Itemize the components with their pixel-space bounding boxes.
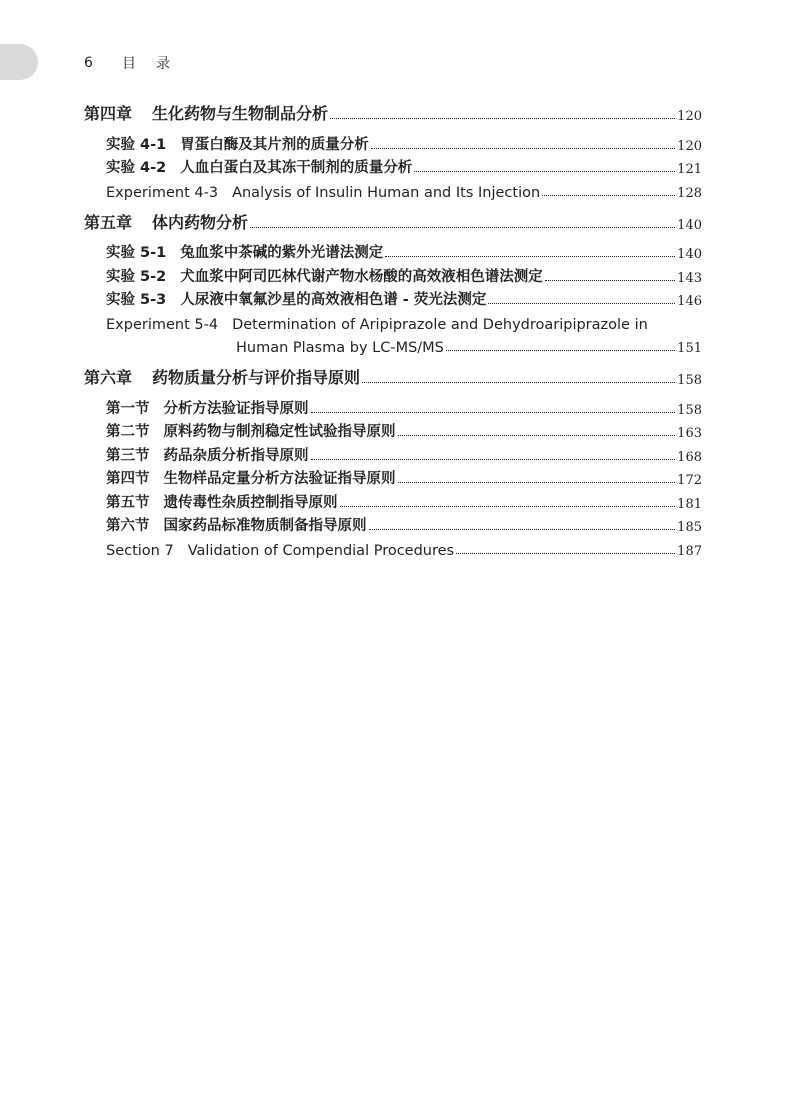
chapter-4 <box>84 98 702 201</box>
page-ref: 158 <box>677 402 702 418</box>
dot-leader <box>488 303 675 304</box>
dot-leader <box>398 435 676 436</box>
toc-entry[interactable] <box>84 488 702 512</box>
entry-code: Experiment 5-4 <box>106 316 219 333</box>
page-ref: 120 <box>677 138 702 154</box>
dot-leader <box>542 195 675 196</box>
dot-leader <box>250 227 675 228</box>
entry-title: Analysis of Insulin Human and Its Injection <box>232 184 541 201</box>
page-ref: 120 <box>677 109 702 124</box>
dot-leader <box>446 350 675 351</box>
page-number: 6 <box>84 55 93 71</box>
entry-title: 分析方法验证指导原则 <box>163 400 309 417</box>
toc-entry[interactable] <box>84 441 702 465</box>
dot-leader <box>369 529 676 530</box>
chapter-title: 生化药物与生物制品分析 <box>152 104 329 123</box>
dot-leader <box>456 553 675 554</box>
page-edge-tab <box>0 44 38 80</box>
entry-title: 人尿液中氧氟沙星的高效液相色谱 - 荧光法测定 <box>180 292 487 308</box>
toc-entry[interactable] <box>84 130 702 154</box>
page-ref: 140 <box>677 217 702 233</box>
dot-leader <box>311 412 676 413</box>
dot-leader <box>340 506 676 507</box>
entry-code: 实验 5-3 <box>106 292 167 308</box>
chapter-code: 第四章 <box>84 104 133 123</box>
page-ref: 168 <box>677 449 702 465</box>
dot-leader <box>385 256 675 257</box>
toc-entry[interactable] <box>84 177 702 201</box>
entry-title: 胃蛋白酶及其片剂的质量分析 <box>180 136 369 153</box>
table-of-contents <box>84 98 702 565</box>
entry-title: 遗传毒性杂质控制指导原则 <box>163 494 338 511</box>
chapter-entry[interactable] <box>84 207 702 233</box>
toc-entry[interactable] <box>84 154 702 178</box>
toc-entry[interactable] <box>84 465 702 489</box>
toc-entry[interactable] <box>84 286 702 310</box>
page-ref: 121 <box>677 162 702 177</box>
entry-title: 生物样品定量分析方法验证指导原则 <box>163 471 396 487</box>
dot-leader <box>362 382 675 383</box>
toc-entry[interactable] <box>84 239 702 263</box>
entry-title: 人血白蛋白及其冻干制剂的质量分析 <box>180 160 413 176</box>
page-ref: 128 <box>677 185 702 201</box>
entry-code: 实验 4-2 <box>106 160 167 176</box>
dot-leader <box>371 148 675 149</box>
entry-code: 实验 4-1 <box>106 136 167 153</box>
entry-code: 实验 5-1 <box>106 245 167 261</box>
entry-code: 实验 5-2 <box>106 268 167 285</box>
entry-code: 第四节 <box>106 471 150 487</box>
entry-title: 药品杂质分析指导原则 <box>163 447 309 464</box>
entry-code: 第三节 <box>106 447 150 464</box>
chapter-6 <box>84 362 702 559</box>
entry-title: 兔血浆中茶碱的紫外光谱法测定 <box>180 245 384 261</box>
page-ref: 172 <box>677 473 702 488</box>
page-ref: 181 <box>677 496 702 512</box>
header-title: 目录 <box>122 56 190 72</box>
entry-code: 第二节 <box>106 424 150 440</box>
page-ref: 146 <box>677 294 702 309</box>
page-ref: 151 <box>677 341 702 356</box>
toc-entry[interactable] <box>84 512 702 536</box>
toc-entry[interactable] <box>84 394 702 418</box>
chapter-entry[interactable] <box>84 362 702 388</box>
entry-title: 原料药物与制剂稳定性试验指导原则 <box>163 424 396 440</box>
entry-title-line1: Determination of Aripiprazole and Dehydroaripiprazole in <box>232 316 648 333</box>
page-ref: 143 <box>677 270 702 286</box>
dot-leader <box>545 280 675 281</box>
entry-code: 第六节 <box>106 518 150 534</box>
chapter-title: 药物质量分析与评价指导原则 <box>152 368 361 387</box>
dot-leader <box>398 482 676 483</box>
page-ref: 185 <box>677 520 702 535</box>
page-ref: 158 <box>677 373 702 388</box>
chapter-entry[interactable] <box>84 98 702 124</box>
entry-title: Validation of Compendial Procedures <box>187 542 455 559</box>
toc-entry[interactable] <box>84 535 702 559</box>
page-ref: 187 <box>677 543 702 559</box>
entry-code: 第五节 <box>106 494 150 511</box>
chapter-title: 体内药物分析 <box>152 212 249 232</box>
chapter-5 <box>84 207 702 357</box>
entry-code: 第一节 <box>106 400 150 417</box>
toc-entry[interactable] <box>84 309 702 356</box>
page-ref: 163 <box>677 426 702 441</box>
chapter-code: 第六章 <box>84 368 133 387</box>
page-ref: 140 <box>677 247 702 262</box>
entry-code: Experiment 4-3 <box>106 184 219 201</box>
running-header <box>84 53 190 73</box>
entry-title: 犬血浆中阿司匹林代谢产物水杨酸的高效液相色谱法测定 <box>180 268 543 285</box>
chapter-code: 第五章 <box>84 212 133 232</box>
entry-title: 国家药品标准物质制备指导原则 <box>163 518 367 534</box>
dot-leader <box>414 171 675 172</box>
dot-leader <box>330 118 675 119</box>
entry-title-line2: Human Plasma by LC-MS/MS <box>236 340 444 356</box>
entry-code: Section 7 <box>106 542 174 559</box>
toc-entry[interactable] <box>84 262 702 286</box>
toc-entry[interactable] <box>84 418 702 442</box>
dot-leader <box>311 459 676 460</box>
